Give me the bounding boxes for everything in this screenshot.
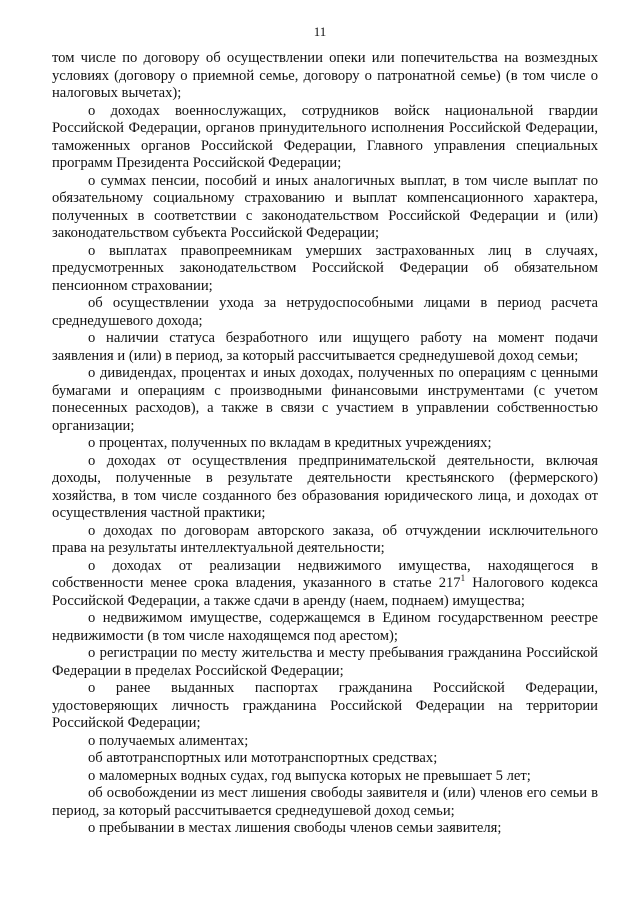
paragraph-16: об автотранспортных или мототранспортных средствах; [88, 750, 438, 766]
paragraph-10: о доходах по договорам авторского заказа, об отчуждении исключительного права на результаты интеллектуальной деятельности; [52, 522, 598, 556]
superscript-marker: 1 [460, 573, 466, 584]
paragraph-14: о ранее выданных паспортах гражданина Российской Федерации, удостоверяющих личность гражданина Российской Федерации на территории Российской Федерации; [52, 680, 598, 731]
paragraph-3: о суммах пенсии, пособий и иных аналогичных выплат, в том числе выплат по обязательному социальному страхованию и выплат компенсационного характера, полученных в соответствии с законодательством Российской Федерации и (или) законодательством субъекта Российской Федерации; [52, 172, 598, 241]
paragraph-2: о доходах военнослужащих, сотрудников войск национальной гвардии Российской Федерации, органов принудительного исполнения Российской Федерации, таможенных органов Российской Федерации, Главного управления специальных программ Президента Российской Федерации; [52, 102, 598, 171]
paragraph-13: о регистрации по месту жительства и месту пребывания гражданина Российской Федерации в пределах Российской Федерации; [52, 645, 598, 679]
paragraph-4: о выплатах правопреемникам умерших застрахованных лиц в случаях, предусмотренных законодательством Российской Федерации об обязательном пенсионном страховании; [52, 242, 598, 294]
paragraph-5: об осуществлении ухода за нетрудоспособными лицами в период расчета среднедушевого дохода; [52, 295, 598, 329]
paragraph-11-text-after: Налогового кодекса Российской Федерации, а также сдачи в аренду (наем, поднаем) имущества; [52, 575, 598, 609]
paragraph-8: о процентах, полученных по вкладам в кредитных учреждениях; [88, 435, 492, 451]
page-number: 11 [313, 24, 327, 39]
paragraph-12: о недвижимом имуществе, содержащемся в Едином государственном реестре недвижимости (в том числе находящемся под арестом); [52, 610, 598, 644]
paragraph-11 [52, 558, 598, 611]
paragraph-7: о дивидендах, процентах и иных доходах, полученных по операциям с ценными бумагами и операциям с производными финансовыми инструментами (с учетом понесенных расходов), а также в связи с участием в управлении собственностью организации; [52, 365, 598, 434]
paragraph-19: о пребывании в местах лишения свободы членов семьи заявителя; [88, 820, 502, 836]
paragraph-11-text-before: о доходах от реализации недвижимого имущества, находящегося в собственности менее срока владения, указанного в статье 217 [52, 557, 598, 591]
paragraph-15: о получаемых алиментах; [88, 732, 249, 749]
paragraph-6: о наличии статуса безработного или ищущего работу на момент подачи заявления и (или) в период, за который рассчитывается среднедушевой доход семьи; [52, 330, 598, 364]
paragraph-18: об освобождении из мест лишения свободы заявителя и (или) членов его семьи в период, за который рассчитывается среднедушевой доход семьи; [52, 785, 598, 819]
document-body [52, 50, 598, 838]
paragraph-17: о маломерных водных судах, год выпуска которых не превышает 5 лет; [88, 767, 531, 784]
paragraph-9: о доходах от осуществления предпринимательской деятельности, включая доходы, полученные в результате деятельности крестьянского (фермерского) хозяйства, в том числе созданного без образования юридического лица, и доходах от осуществления частной практики; [52, 452, 598, 521]
paragraph-1: том числе по договору об осуществлении опеки или попечительства на возмездных условиях (договору о приемной семье, договору о патронатной семье) (в том числе о налоговых вычетах); [52, 50, 598, 101]
